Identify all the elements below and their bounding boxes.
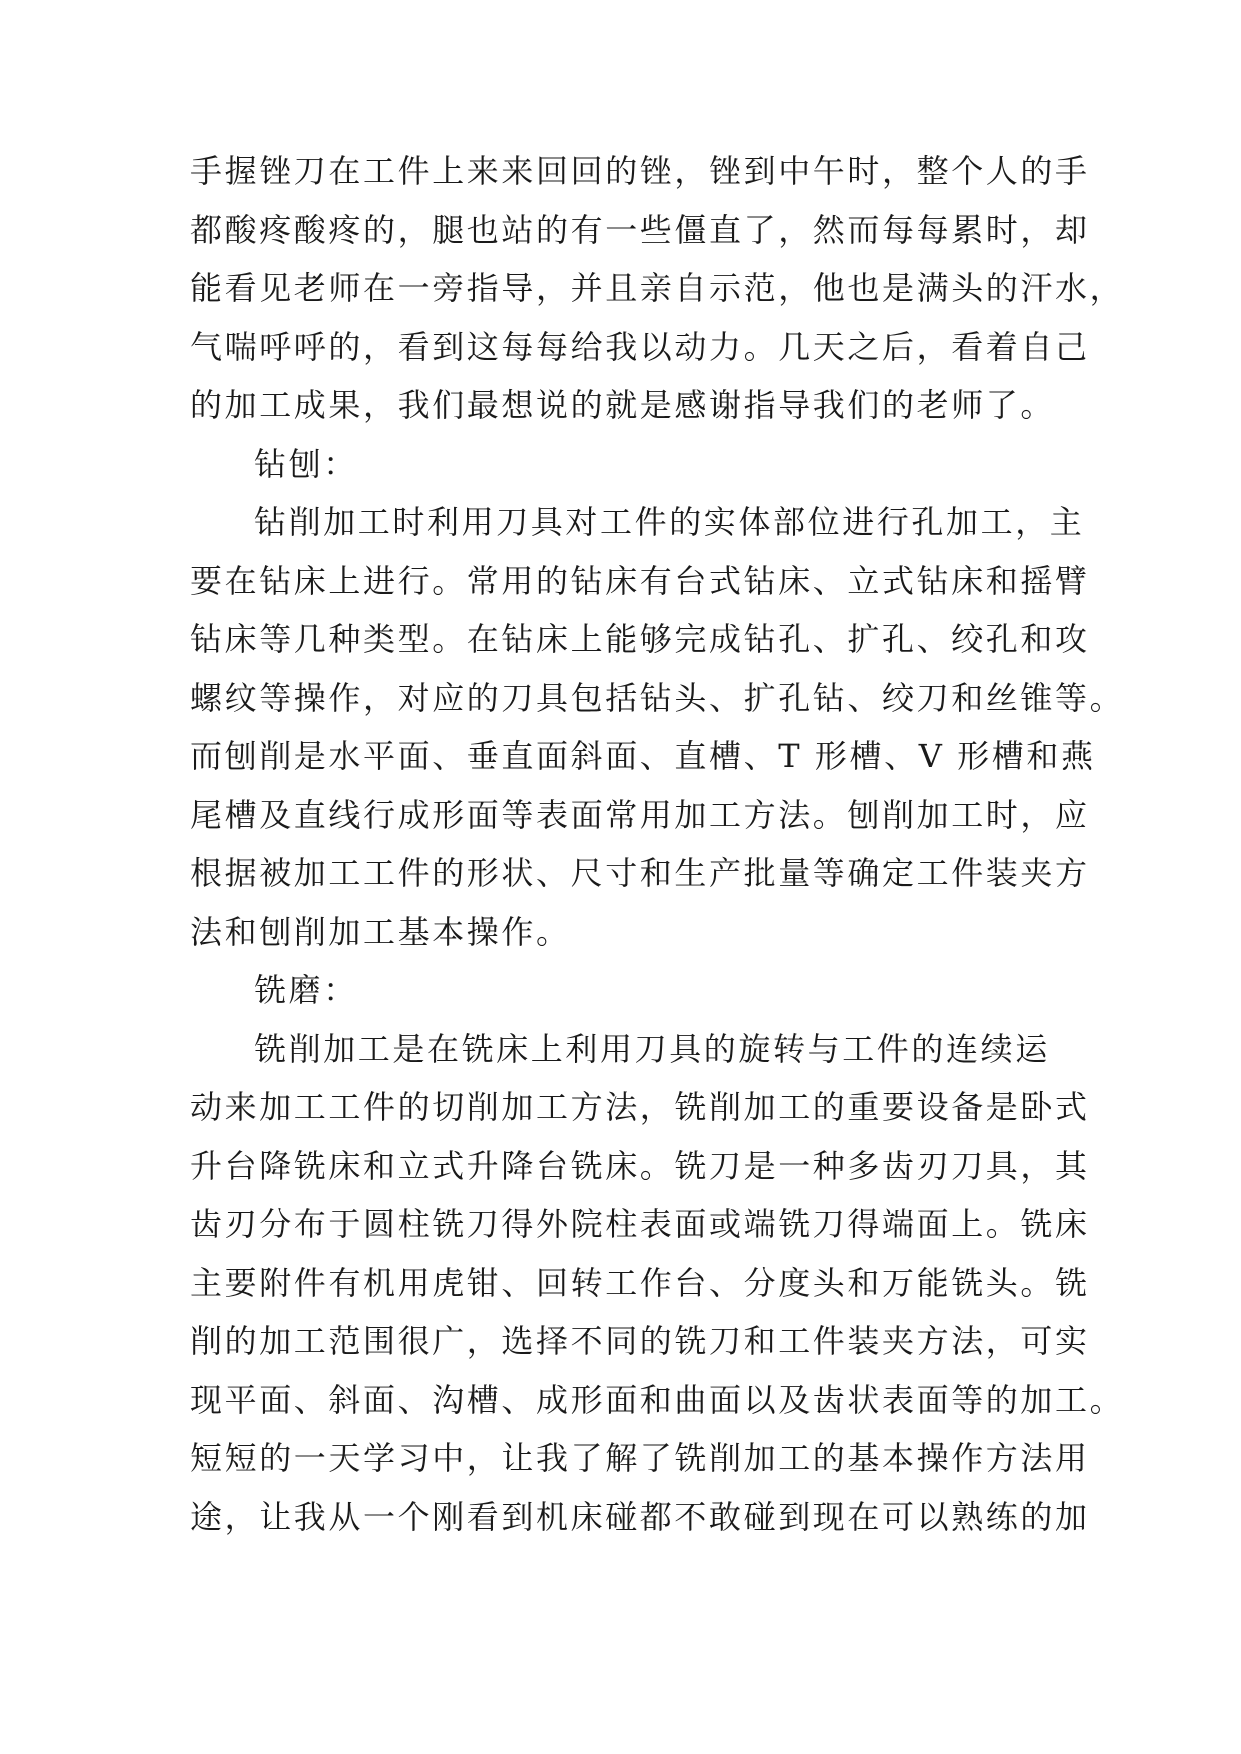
paragraph-line: 螺纹等操作，对应的刀具包括钻头、扩孔钻、绞刀和丝锥等。 [190, 678, 1125, 717]
paragraph-line: 尾槽及直线行成形面等表面常用加工方法。刨削加工时，应 [190, 795, 1090, 834]
paragraph-line: 能看见老师在一旁指导，并且亲自示范，他也是满头的汗水， [190, 269, 1125, 307]
paragraph-line: 的加工成果，我们最想说的就是感谢指导我们的老师了。 [190, 386, 1056, 424]
paragraph-line: 削的加工范围很广，选择不同的铣刀和工件装夹方法，可实 [190, 1322, 1090, 1360]
paragraph-line: 手握锉刀在工件上来来回回的锉，锉到中午时，整个人的手 [190, 152, 1090, 190]
paragraph-line: 根据被加工工件的形状、尺寸和生产批量等确定工件装夹方 [190, 854, 1090, 892]
paragraph-line: 要在钻床上进行。常用的钻床有台式钻床、立式钻床和摇臂 [190, 561, 1090, 600]
paragraph-line: 升台降铣床和立式升降台铣床。铣刀是一种多齿刃刀具，其 [190, 1146, 1090, 1185]
document-body [190, 142, 1125, 1546]
section-heading-drilling: 钻刨： [254, 444, 358, 483]
paragraph-line: 法和刨削加工基本操作。 [190, 912, 571, 951]
paragraph-line: 铣削加工是在铣床上利用刀具的旋转与工件的连续运 [254, 1029, 1050, 1068]
paragraph-line: 现平面、斜面、沟槽、成形面和曲面以及齿状表面等的加工。 [190, 1380, 1125, 1419]
section-heading-milling: 铣磨： [254, 971, 358, 1009]
paragraph-line: 而刨削是水平面、垂直面斜面、直槽、T 形槽、V 形槽和燕 [190, 737, 1096, 775]
paragraph-line: 齿刃分布于圆柱铣刀得外院柱表面或端铣刀得端面上。铣床 [190, 1205, 1090, 1243]
paragraph-line: 气喘呼呼的，看到这每每给我以动力。几天之后，看着自己 [190, 327, 1090, 366]
paragraph-line: 动来加工工件的切削加工方法，铣削加工的重要设备是卧式 [190, 1088, 1090, 1126]
paragraph-line: 短短的一天学习中，让我了解了铣削加工的基本操作方法用 [190, 1439, 1090, 1477]
paragraph-line: 钻床等几种类型。在钻床上能够完成钻孔、扩孔、绞孔和攻 [190, 620, 1090, 658]
paragraph-line: 途，让我从一个刚看到机床碰都不敢碰到现在可以熟练的加 [190, 1497, 1090, 1536]
paragraph-line: 钻削加工时利用刀具对工件的实体部位进行孔加工，主 [254, 503, 1085, 541]
paragraph-line: 主要附件有机用虎钳、回转工作台、分度头和万能铣头。铣 [190, 1263, 1090, 1302]
paragraph-line: 都酸疼酸疼的，腿也站的有一些僵直了，然而每每累时，却 [190, 210, 1090, 249]
